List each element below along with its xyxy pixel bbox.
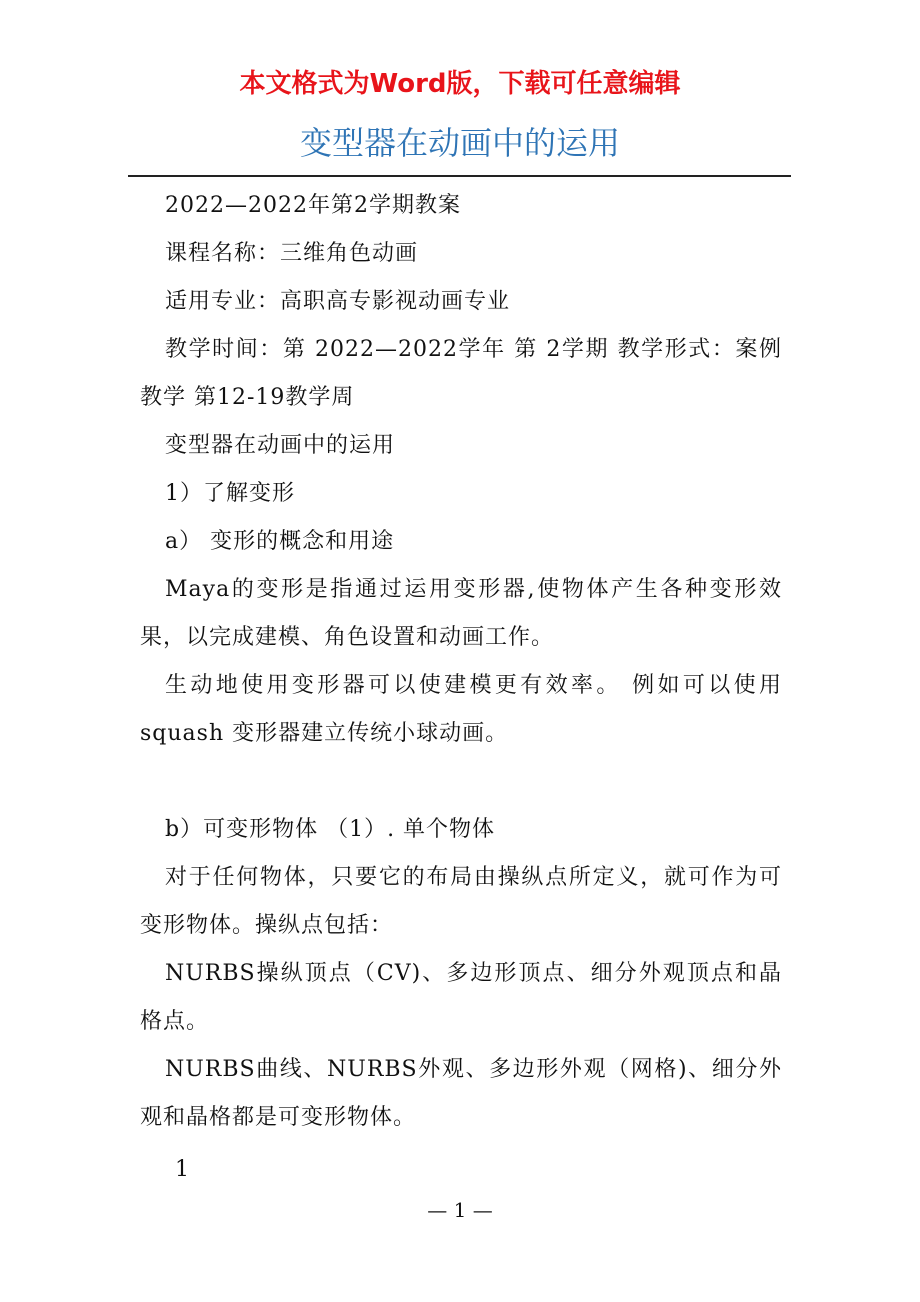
- paragraph-section-1a: a） 变形的概念和用途: [165, 529, 395, 554]
- paragraph-control-points: NURBS操纵顶点（CV)、多边形顶点、细分外观顶点和晶格点。: [140, 961, 782, 1034]
- page-number-label: 1: [175, 1157, 189, 1182]
- paragraph-deformable-def: 对于任何物体，只要它的布局由操纵点所定义，就可作为可变形物体。操纵点包括：: [140, 865, 782, 938]
- paragraph-section-1: 1）了解变形: [165, 481, 295, 506]
- document-title: 变型器在动画中的运用: [299, 124, 620, 162]
- paragraph-deformable-objects: NURBS曲线、NURBS外观、多边形外观（网格)、细分外观和晶格都是可变形物体。: [140, 1057, 782, 1130]
- title-divider: [128, 175, 791, 177]
- paragraph-topic: 变型器在动画中的运用: [165, 433, 396, 458]
- paragraph-course-name: 课程名称：三维角色动画: [165, 241, 419, 266]
- document-body: [140, 182, 782, 1142]
- page-footer: — 1 —: [427, 1198, 493, 1222]
- paragraph-major: 适用专业：高职高专影视动画专业: [165, 289, 511, 314]
- format-banner: 本文格式为Word版，下载可任意编辑: [239, 69, 681, 99]
- paragraph-semester: 2022—2022年第2学期教案: [165, 193, 461, 218]
- paragraph-maya-deform: Maya的变形是指通过运用变形器,使物体产生各种变形效果，以完成建模、角色设置和动画工作。: [140, 577, 782, 650]
- paragraph-squash-example: 生动地使用变形器可以使建模更有效率。 例如可以使用squash 变形器建立传统小球动画。: [140, 673, 782, 746]
- paragraph-teaching-time: 教学时间：第 2022—2022学年 第 2学期 教学形式：案例教学 第12-19教学周: [140, 337, 782, 410]
- paragraph-section-1b: b）可变形物体 （1）. 单个物体: [165, 817, 496, 842]
